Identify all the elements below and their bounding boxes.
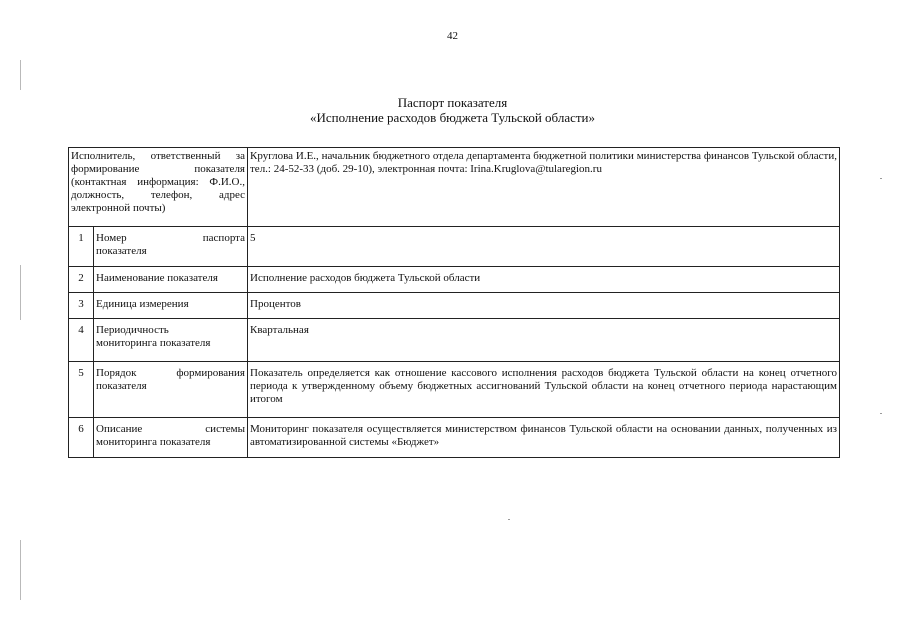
row-label — [94, 362, 248, 418]
table-row — [69, 418, 840, 458]
row-value: Исполнение расходов бюджета Тульской области — [248, 267, 840, 293]
row-label — [94, 227, 248, 267]
row-number: 2 — [69, 267, 94, 293]
table-row — [69, 293, 840, 319]
row-number: 4 — [69, 319, 94, 362]
executor-label: Исполнитель, ответственный за формирование показателя (контактная информация: Ф.И.О., должность, телефон, адрес электронной почты) — [69, 148, 248, 227]
scan-margin-mark — [20, 265, 21, 320]
row-value: 5 — [248, 227, 840, 267]
document-title-line-1: Паспорт показателя — [397, 95, 508, 110]
scan-speck — [508, 519, 510, 520]
table-row — [69, 267, 840, 293]
scan-margin-mark — [20, 540, 21, 600]
row-label-line-1: Порядок формирования — [96, 367, 245, 379]
scan-margin-mark — [20, 60, 21, 90]
row-label — [94, 319, 248, 362]
row-value: Показатель определяется как отношение кассового исполнения расходов бюджета Тульской области на конец отчетного периода к утвержденному объему бюджетных ассигнований Тульской области на конец отчетного периода нарастающим итогом — [248, 362, 840, 418]
row-number: 5 — [69, 362, 94, 418]
row-label-line-1: Периодичность — [96, 324, 169, 336]
table-row — [69, 227, 840, 267]
row-label-line-1: Наименование показателя — [96, 272, 218, 284]
scan-speck — [880, 178, 882, 179]
row-label-line-2: мониторинга показателя — [96, 436, 211, 448]
row-value: Процентов — [248, 293, 840, 319]
row-label-line-2: показателя — [96, 245, 147, 257]
row-label-line-1: Номер паспорта — [96, 232, 245, 244]
row-value: Мониторинг показателя осуществляется министерством финансов Тульской области на основании данных, полученных из автоматизированной системы «Бюджет» — [248, 418, 840, 458]
row-value: Квартальная — [248, 319, 840, 362]
row-label — [94, 418, 248, 458]
document-title — [0, 95, 905, 125]
table-row — [69, 362, 840, 418]
row-label-line-2: мониторинга показателя — [96, 337, 211, 349]
row-label-line-1: Единица измерения — [96, 298, 189, 310]
document-title-line-2: «Исполнение расходов бюджета Тульской области» — [309, 110, 596, 125]
row-number: 1 — [69, 227, 94, 267]
indicator-passport-table — [68, 147, 840, 458]
table-row-executor — [69, 148, 840, 227]
row-label — [94, 293, 248, 319]
table-row — [69, 319, 840, 362]
row-label-line-2: показателя — [96, 380, 147, 392]
row-label-line-1: Описание системы — [96, 423, 245, 435]
row-number: 3 — [69, 293, 94, 319]
scan-speck — [880, 413, 882, 414]
row-number: 6 — [69, 418, 94, 458]
executor-value: Круглова И.Е., начальник бюджетного отдела департамента бюджетной политики министерства финансов Тульской области, тел.: 24-52-33 (доб. 29-10), электронная почта: Irina.Kruglova@tularegion.ru — [248, 148, 840, 227]
page-number: 42 — [447, 30, 458, 42]
row-label — [94, 267, 248, 293]
